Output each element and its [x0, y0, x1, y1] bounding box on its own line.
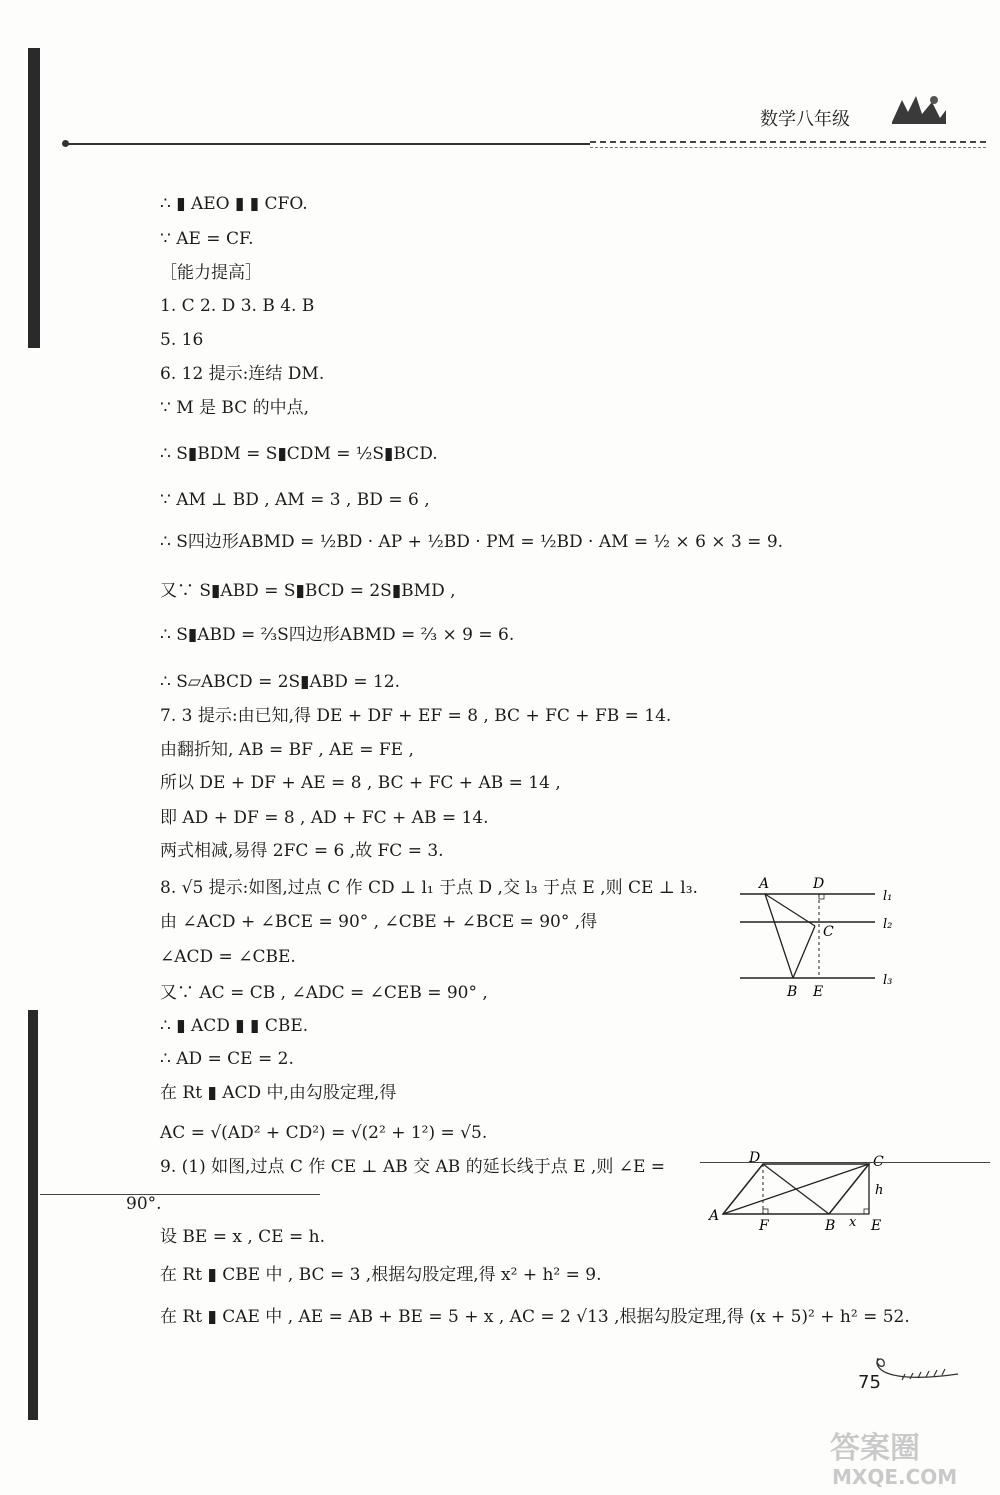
- text-line: 又∵ AC = CB , ∠ADC = ∠CEB = 90° ,: [160, 983, 488, 1003]
- text-line: 由翻折知, AB = BF , AE = FE ,: [160, 740, 414, 760]
- section-heading: ［能力提高］: [160, 263, 262, 283]
- figure-label: l₂: [883, 917, 893, 932]
- figure-parallelogram: [705, 1148, 895, 1233]
- svg-text:MXQE.COM: MXQE.COM: [832, 1465, 958, 1489]
- text-line: 两式相减,易得 2FC = 6 ,故 FC = 3.: [160, 841, 444, 861]
- text-line: ∴ S▮BDM = S▮CDM = ½S▮BCD.: [160, 444, 438, 464]
- page-number: 75: [858, 1372, 881, 1393]
- text-line: ∠ACD = ∠CBE.: [160, 947, 296, 967]
- text-line: ∴ AD = CE = 2.: [160, 1049, 294, 1069]
- text-line: 6. 12 提示:连结 DM.: [160, 364, 325, 384]
- figure-label: C: [823, 924, 834, 940]
- text-line: ∴ ▮ AEO ▮ ▮ CFO.: [160, 194, 308, 214]
- text-line: 在 Rt ▮ CBE 中 , BC = 3 ,根据勾股定理,得 x² + h² = 9.: [160, 1265, 602, 1285]
- leaf-ornament-icon: [872, 1352, 962, 1392]
- figure-label: x: [849, 1215, 857, 1230]
- figure-label: l₃: [883, 973, 893, 988]
- text-line: ∴ S▮ABD = ⅔S四边形ABMD = ⅔ × 9 = 6.: [160, 625, 515, 645]
- figure-label: A: [759, 876, 770, 892]
- text-line: 1. C 2. D 3. B 4. B: [160, 296, 315, 316]
- binding-edge-bottom: [28, 1010, 38, 1420]
- divider-rule: [40, 1194, 320, 1195]
- divider-rule: [700, 1162, 990, 1163]
- text-line: ∵ AE = CF.: [160, 229, 254, 249]
- text-line: 即 AD + DF = 8 , AD + FC + AB = 14.: [160, 808, 489, 828]
- text-line: ∵ M 是 BC 的中点,: [160, 398, 310, 418]
- text-line: 设 BE = x , CE = h.: [160, 1227, 325, 1247]
- svg-text:答案圈: 答案圈: [830, 1431, 920, 1466]
- figure-label: C: [873, 1154, 884, 1170]
- figure-label: D: [749, 1150, 761, 1166]
- text-line: 由 ∠ACD + ∠BCE = 90° , ∠CBE + ∠BCE = 90° ,得: [160, 912, 598, 932]
- site-watermark-logo: [820, 1420, 990, 1490]
- text-line: ∴ S四边形ABMD = ½BD · AP + ½BD · PM = ½BD · AM = ½ × 6 × 3 = 9.: [160, 532, 784, 552]
- binding-edge-top: [28, 48, 40, 348]
- figure-label: h: [875, 1183, 884, 1198]
- header-dashed-rule: [590, 141, 986, 143]
- figure-label: D: [813, 876, 825, 892]
- figure-parallel-lines: [735, 870, 905, 1005]
- figure-label: E: [813, 984, 824, 1000]
- figure-label: B: [787, 984, 798, 1000]
- text-line: AC = √(AD² + CD²) = √(2² + 1²) = √5.: [160, 1123, 488, 1143]
- text-line: 8. √5 提示:如图,过点 C 作 CD ⊥ l₁ 于点 D ,交 l₃ 于点 E ,则 CE ⊥ l₃.: [160, 878, 698, 898]
- text-line: ∴ ▮ ACD ▮ ▮ CBE.: [160, 1016, 309, 1036]
- text-line: 在 Rt ▮ ACD 中,由勾股定理,得: [160, 1083, 397, 1103]
- figure-label: F: [759, 1218, 769, 1233]
- text-line: 9. (1) 如图,过点 C 作 CE ⊥ AB 交 AB 的延长线于点 E ,则 ∠E =: [160, 1157, 666, 1177]
- header-title: 数学八年级: [760, 109, 850, 130]
- header-logo-icon: [888, 92, 950, 128]
- figure-label: B: [825, 1218, 836, 1233]
- text-line: 又∵ S▮ABD = S▮BCD = 2S▮BMD ,: [160, 581, 456, 601]
- figure-label: E: [871, 1218, 882, 1233]
- figure-label: A: [709, 1208, 720, 1224]
- figure-label: l₁: [883, 889, 893, 904]
- text-line: ∵ AM ⊥ BD , AM = 3 , BD = 6 ,: [160, 490, 430, 510]
- header-rule: [64, 143, 590, 145]
- text-line: 在 Rt ▮ CAE 中 , AE = AB + BE = 5 + x , AC = 2 √13 ,根据勾股定理,得 (x + 5)² + h² = 52.: [160, 1307, 910, 1327]
- text-line: 5. 16: [160, 330, 204, 350]
- text-line: 90°.: [126, 1194, 162, 1214]
- text-line: ∴ S▱ABCD = 2S▮ABD = 12.: [160, 672, 401, 692]
- text-line: 7. 3 提示:由已知,得 DE + DF + EF = 8 , BC + FC + FB = 14.: [160, 706, 672, 726]
- text-line: 所以 DE + DF + AE = 8 , BC + FC + AB = 14 ,: [160, 773, 561, 793]
- header-dashed-rule-2: [590, 147, 986, 148]
